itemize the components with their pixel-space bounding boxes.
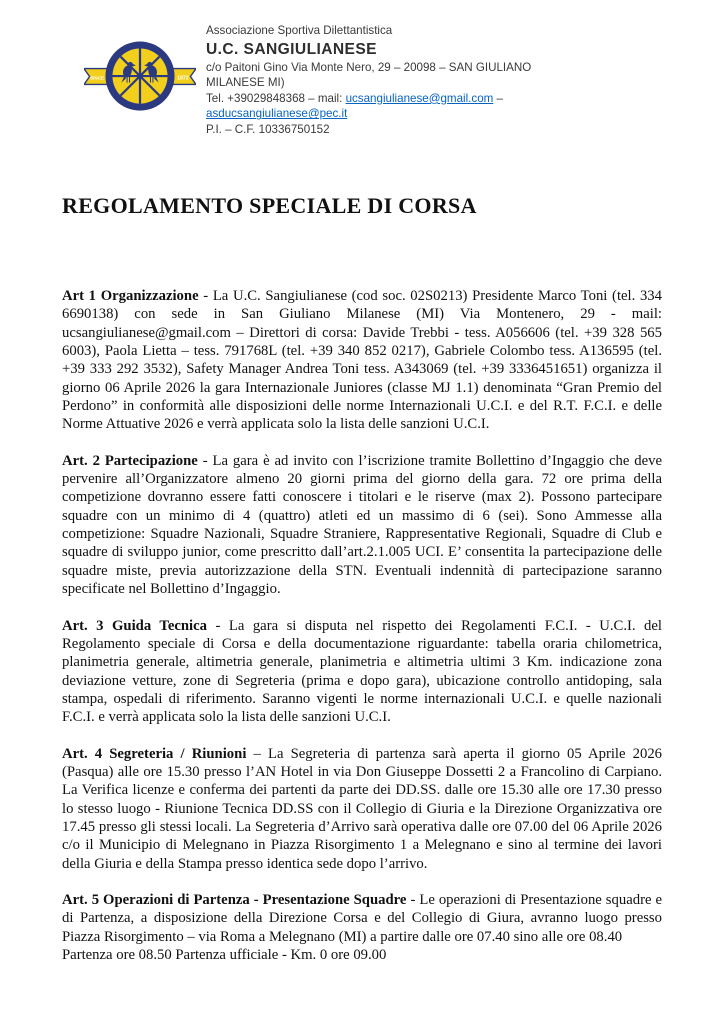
article-4-segreteria-riunioni: [62, 745, 662, 873]
club-wheel-logo-icon: [84, 30, 196, 124]
tel-suffix: –: [493, 91, 503, 105]
article-4-heading: Art. 4 Segreteria / Riunioni: [62, 745, 247, 762]
article-2-partecipazione: [62, 452, 662, 599]
letterhead: [84, 20, 566, 138]
ribbon-1872-label: 1872: [177, 75, 189, 82]
article-5-operazioni-partenza: [62, 891, 662, 964]
email-gmail-link[interactable]: ucsangiulianese@gmail.com: [345, 91, 494, 105]
article-3-heading: Art. 3 Guida Tecnica: [62, 617, 207, 634]
article-2-body: - La gara è ad invito con l’iscrizione tramite Bollettino d’Ingaggio che deve pervenire all’Organizzatore almeno 20 giorni prima del giorno della gara. 72 ore prima della competizione dovranno essere fatti conoscere i titolari e le riserve (max 2). Possono partecipare squadre con un minimo di 4 (quattro) atleti ed un massimo di 6 (sei). Sono Ammesse alla competizione: Squadre Nazionali, Squadre Straniere, Rappresentative Regionali, Squadre di Club e squadre di sviluppo junior, come prescritto dall’art.2.1.005 UCI. E’ consentita la partecipazione delle squadre miste, previa autorizzazione della STN. Eventuali indennità di partecipazione saranno specificate nel Bollettino d’Ingaggio.: [62, 452, 663, 598]
contact-line: [206, 91, 566, 107]
club-name: U.C. SANGIULIANESE: [206, 40, 377, 58]
article-1-heading: Art 1 Organizzazione: [62, 288, 199, 304]
article-4-body: – La Segreteria di partenza sarà aperta il giorno 05 Aprile 2026 (Pasqua) alle ore 15.30 presso l’AN Hotel in via Don Giuseppe Dossetti 2 a Francolino di Carpiano. La Verifica licenze e conferma dei partenti da parte dei DD.SS. dalle ore 15.30 alle ore 17.30 presso lo stesso luogo - Riunione Tecnica DD.SS con il Collegio di Giuria e la Direzione Organizzativa ore 17.45 presso gli stessi locali. La Segreteria d’Arrivo sarà operativa dalle ore 07.00 del 06 Aprile 2026 c/o il Municipio di Melegnano in Piazza Risorgimento 1 a Melegnano e sino al termine dei lavori della Giuria e della Stampa presso identica sede dopo l’arrivo.: [62, 745, 663, 872]
document-title: REGOLAMENTO SPECIALE DI CORSA: [62, 193, 477, 218]
club-address: c/o Paitoni Gino Via Monte Nero, 29 – 20098 – SAN GIULIANO MILANESE MI): [206, 60, 532, 90]
ribbon-since-label: SINCE: [89, 75, 105, 81]
fiscal-code: P.I. – C.F. 10336750152: [206, 122, 330, 136]
email-pec-link[interactable]: asducsangiulianese@pec.it: [206, 107, 348, 121]
article-5-body: - Le operazioni di Presentazione squadre e di Partenza, a disposizione della Direzione Corsa e del Collegio di Giura, avranno luogo presso Piazza Risorgimento – via Roma a Melegnano (MI) a partire dalle ore 07.40 sino alle ore 08.40: [62, 891, 663, 945]
article-1-organizzazione: [62, 287, 662, 434]
letterhead-text: [206, 20, 566, 138]
article-3-guida-tecnica: [62, 617, 662, 727]
tel-label: Tel. +39029848368 – mail:: [206, 91, 346, 105]
article-3-body: - La gara si disputa nel rispetto dei Regolamenti F.C.I. - U.C.I. del Regolamento speciale di Corsa e della documentazione riguardante: tabella oraria chilometrica, planimetria generale, altimetria generale, planimetria e altimetria ultimi 3 Km. indicazione zona deviazione vetture, zone di Segreteria (prima e dopo gara), ubicazione controllo antidoping, sala stampa, ospedali di riferimento. Saranno vigenti le norme internazionali U.C.I. e quelle nazionali F.C.I. e verrà applicata solo la lista delle sanzioni U.C.I.: [62, 617, 662, 726]
article-5-start-times: Partenza ore 08.50 Partenza ufficiale - Km. 0 ore 09.00: [62, 947, 387, 963]
association-type: Associazione Sportiva Dilettantistica: [206, 24, 393, 37]
article-5-heading: Art. 5 Operazioni di Partenza - Presentazione Squadre: [62, 891, 407, 908]
regulation-articles: [62, 287, 662, 982]
article-1-body: - La U.C. Sangiulianese (cod soc. 02S0213) Presidente Marco Toni (tel. 334 6690138) con sede in San Giuliano Milanese (MI) Via Montenero, 29 - mail: ucsangiulianese@gmail.com – Direttori di corsa: Davide Trebbi - tess. A056606 (tel. +39 328 565 6003), Paola Lietta – tess. 791768L (tel. +39 340 852 0217), Gabriele Colombo tess. A136595 (tel. +39 333 292 3532), Safety Manager Andrea Toni tess. A343069 (tel. +39 3336451651) organizza il giorno 06 Aprile 2026 la gara Internazionale Juniores (classe MJ 1.1) denominata “Gran Premio del Perdono” in conformità alle disposizioni delle norme Internazionali U.C.I. e del R.T. F.C.I. e delle Norme Attuative 2026 e verrà applicata solo la lista delle sanzioni U.C.I.: [62, 288, 662, 433]
article-2-heading: Art. 2 Partecipazione: [62, 452, 198, 469]
